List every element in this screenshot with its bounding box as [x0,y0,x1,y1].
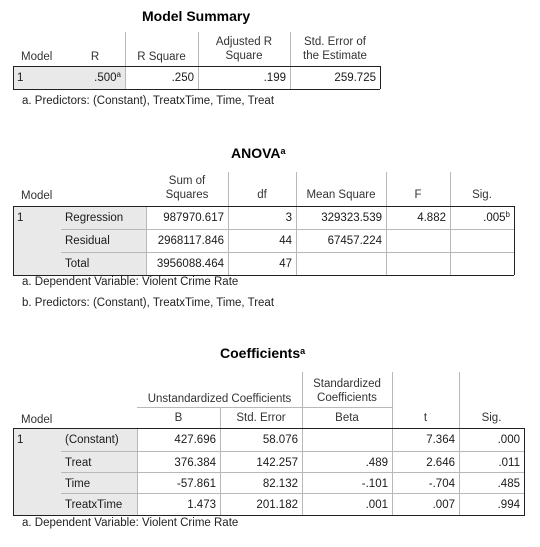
coef-cell-b: 427.696 [174,434,216,446]
coef-cell-sig: .011 [498,457,520,469]
anova-cell-df: 47 [279,258,292,270]
anova-row-label: Total [61,253,146,275]
coefficients-title: Coefficients$^a$ [220,345,306,361]
coef-header-beta: Beta [335,412,359,424]
ms-header-adj-r-square-line1: Adjusted R [215,36,273,48]
coef-cell-b: -57.861 [176,478,216,490]
anova-header-model: Model [21,190,53,202]
anova-row-label: Regression [61,207,146,229]
coef-header-standardized-line1: Standardized [313,378,381,390]
anova-cell-df: 3 [285,212,292,224]
coef-cell-t: 7.364 [426,434,455,446]
coef-cell-beta: .001 [365,499,388,511]
anova-cell-df: 44 [279,235,292,247]
anova-row-label: Residual [61,230,146,252]
anova-header-ss-line2: Squares [165,189,209,201]
coef-cell-b: 1.473 [187,499,216,511]
coef-row-label: (Constant) [61,429,137,451]
anova-cell-f: 4.882 [417,212,446,224]
anova-header-f: F [414,189,422,201]
anova-cell-ms: 67457.224 [327,235,382,247]
anova-cell-ss: 2968117.846 [157,235,224,247]
coef-cell-se: 58.076 [262,434,298,446]
anova-cell-ms: 329323.539 [321,212,382,224]
coef-row-label: Treat [61,452,137,474]
ms-header-model: Model [21,51,53,63]
anova-header-sig: Sig. [472,189,492,201]
coef-cell-beta: -.101 [361,478,388,490]
coef-cell-t: 2.646 [426,457,455,469]
coef-cell-beta: .489 [365,457,388,469]
ms-cell-r: .500$^a$ [65,67,125,89]
coef-header-unstandardized: Unstandardized Coefficients [147,393,292,405]
coef-header-b: B [174,412,183,424]
ms-cell-model: 1 [13,67,65,89]
coef-header-t: t [423,412,428,424]
ms-header-adj-r-square-line2: Square [225,50,263,62]
coef-footnote: a. Dependent Variable: Violent Crime Rate [22,517,239,529]
coef-header-model: Model [21,414,53,426]
anova-cell-ss: 987970.617 [163,212,224,224]
anova-header-mean-square: Mean Square [306,189,376,201]
coef-cell-se: 82.132 [262,478,298,490]
ms-header-std-error-line2: the Estimate [303,50,367,62]
anova-cell-ss: 3956088.464 [156,258,224,270]
ms-footnote: a. Predictors: (Constant), TreatxTime, Time, Treat [22,95,275,107]
anova-header-ss-line1: Sum of [168,175,206,187]
ms-cell-r-square: .250 [171,72,194,84]
coef-cell-t: -.704 [428,478,455,490]
coef-header-sig: Sig. [481,412,502,424]
ms-cell-std-error: 259.725 [334,72,376,84]
coef-cell-sig: .994 [497,499,520,511]
ms-cell-adj-r-square: .199 [263,72,286,84]
ms-header-r-square: R Square [137,51,186,63]
anova-footnote-a: a. Dependent Variable: Violent Crime Rate [22,276,239,288]
anova-cell-sig: .005$^b$ [483,210,510,224]
anova-footnote-b: b. Predictors: (Constant), TreatxTime, Time, Treat [22,297,275,309]
coef-header-std-error: Std. Error [236,412,286,424]
ms-header-r: R [90,51,100,63]
coef-header-standardized-line2: Coefficients [317,392,377,404]
coef-cell-se: 201.182 [256,499,298,511]
coef-row-label: Time [61,473,137,495]
anova-cell-model: 1 [13,207,61,275]
anova-header-df: df [257,189,267,201]
coef-cell-se: 142.257 [256,457,298,469]
model-summary-title: Model Summary [142,8,251,24]
coef-cell-model: 1 [13,429,61,515]
ms-header-std-error-line1: Std. Error of [304,36,366,48]
anova-title: ANOVA$^a$ [231,145,286,161]
coef-cell-sig: .485 [497,478,520,490]
coef-cell-b: 376.384 [174,457,216,469]
coef-cell-sig: .000 [497,434,520,446]
coef-cell-t: .007 [432,499,455,511]
coef-row-label: TreatxTime [61,494,137,516]
